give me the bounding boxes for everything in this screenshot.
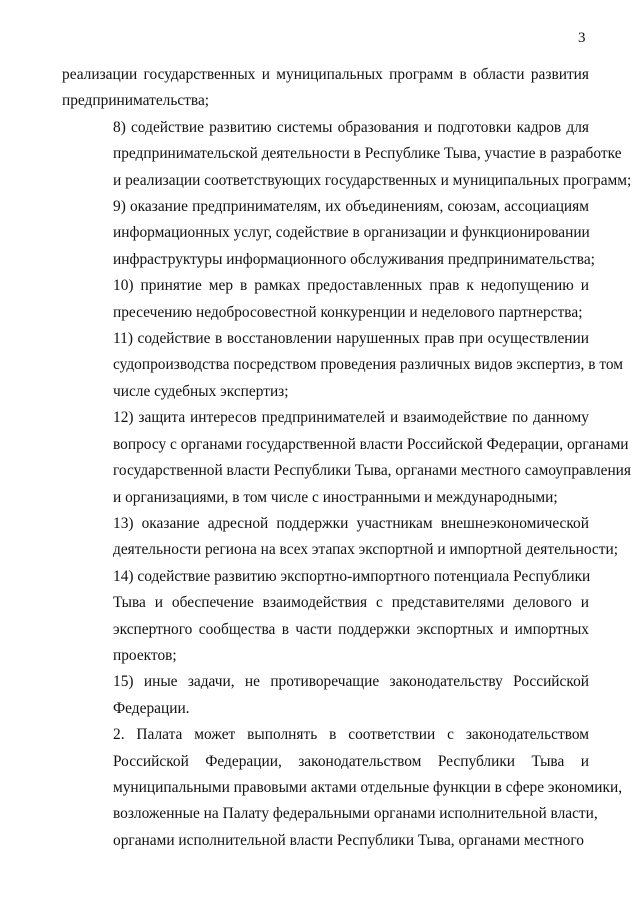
text-line: 2. Палата может выполнять в соответствии с законодательством (113, 726, 589, 744)
text-line: 8) содействие развитию системы образования и подготовки кадров для (113, 118, 589, 136)
paragraph (62, 326, 624, 405)
paragraph (62, 273, 589, 326)
document-body (62, 62, 632, 854)
text-line: инфраструктуры информационного обслуживания предпринимательства; (113, 250, 595, 268)
text-line: муниципальными правовыми актами отдельные функции в сфере экономики, (113, 778, 623, 796)
text-line: пресечению недобросовестной конкуренции и неделового партнерства; (113, 303, 583, 321)
text-line: возложенные на Палату федеральными органами исполнительной власти, (113, 805, 598, 823)
paragraph (62, 405, 631, 511)
text-line: 13) оказание адресной поддержки участникам внешнеэкономической (113, 514, 589, 532)
text-line: числе судебных экспертиз; (113, 382, 289, 400)
paragraph (62, 669, 589, 722)
text-line: вопросу с органами государственной власти Российской Федерации, органами (113, 435, 629, 453)
text-line: проектов; (113, 646, 177, 664)
text-line: 10) принятие мер в рамках предоставленных прав к недопущению и (113, 277, 589, 295)
text-line: и реализации соответствующих государственных и муниципальных программ; (113, 171, 632, 189)
text-line: государственной власти Республики Тыва, органами местного самоуправления (113, 462, 631, 480)
text-line: информационных услуг, содействие в организации и функционировании (113, 224, 590, 242)
text-line: деятельности региона на всех этапах экспортной и импортной деятельности; (113, 541, 618, 559)
text-line: предпринимательской деятельности в Республике Тыва, участие в разработке (113, 145, 622, 163)
text-line: Российской Федерации, законодательством Республики Тыва и (113, 752, 589, 770)
paragraph (62, 722, 623, 854)
paragraph (62, 62, 589, 115)
text-line: 14) содействие развитию экспортно-импортного потенциала Республики (113, 567, 591, 585)
text-line: предпринимательства; (62, 92, 210, 110)
paragraph (62, 564, 589, 670)
paragraph (62, 115, 632, 194)
text-line: экспертного сообщества в части поддержки экспортных и импортных (113, 620, 589, 638)
text-line: Федерации. (113, 699, 190, 717)
text-line: 9) оказание предпринимателям, их объединениям, союзам, ассоциациям (113, 198, 589, 216)
text-line: судопроизводства посредством проведения различных видов экспертиз, в том (113, 356, 624, 374)
text-line: реализации государственных и муниципальных программ в области развития (62, 66, 589, 83)
text-line: Тыва и обеспечение взаимодействия с представителями делового и (113, 594, 589, 612)
text-line: и организациями, в том числе с иностранными и международными; (113, 488, 558, 506)
text-line: 12) защита интересов предпринимателей и взаимодействие по данному (113, 409, 589, 427)
text-line: 15) иные задачи, не противоречащие законодательству Российской (113, 673, 589, 691)
text-line: органами исполнительной власти Республики Тыва, органами местного (113, 831, 584, 849)
paragraph (62, 194, 595, 273)
page-number: 3 (578, 30, 586, 46)
text-line: 11) содействие в восстановлении нарушенных прав при осуществлении (113, 330, 589, 348)
paragraph (62, 511, 618, 564)
